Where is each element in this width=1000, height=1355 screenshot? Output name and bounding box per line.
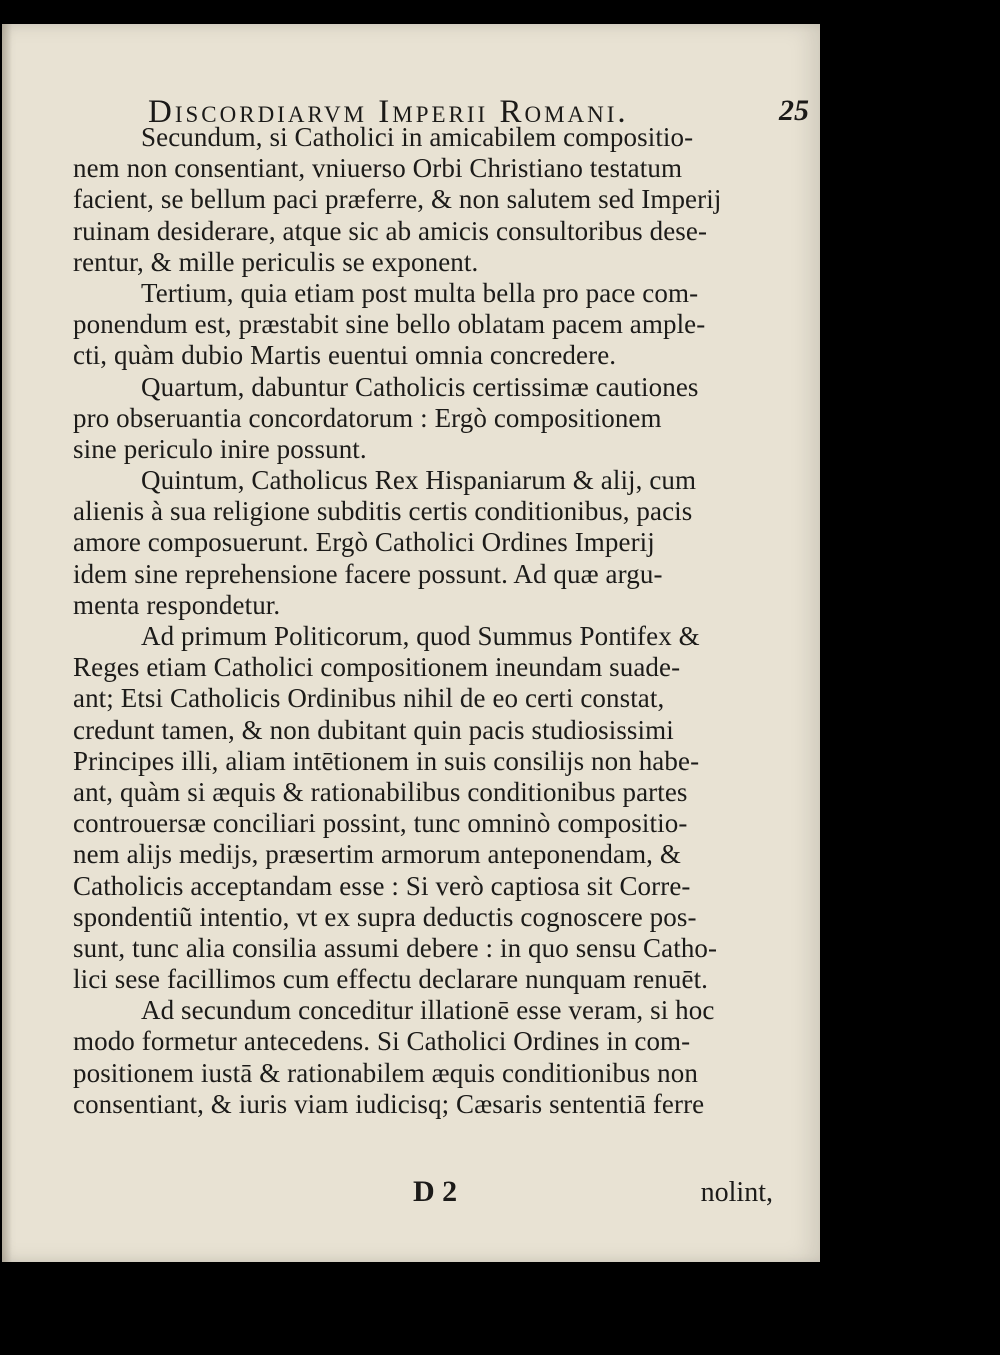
text-line: ant, quàm si æquis & rationabilibus conditionibus partes: [73, 776, 688, 807]
paragraph: [73, 995, 798, 1120]
text-line: credunt tamen, & non dubitant quin pacis studiosissimi: [73, 714, 674, 745]
paragraph: [73, 621, 798, 995]
text-line: spondentiũ intentio, vt ex supra deductis cognoscere pos-: [73, 901, 697, 932]
text-line: idem sine reprehensione facere possunt. Ad quæ argu-: [73, 558, 663, 589]
text-line: modo formetur antecedens. Si Catholici Ordines in com-: [73, 1026, 691, 1057]
text-line: pro obseruantia concordatorum : Ergò compositionem: [73, 402, 662, 433]
text-line: ruinam desiderare, atque sic ab amicis consultoribus dese-: [73, 215, 708, 246]
body-text: [73, 122, 798, 1120]
text-line: positionem iustā & rationabilem æquis conditionibus non: [73, 1057, 698, 1088]
text-line: controuersæ conciliari possint, tunc omninò compositio-: [73, 808, 688, 839]
text-line: Ad secundum conceditur illationē esse veram, si hoc: [141, 995, 715, 1026]
page-footer: [73, 1175, 798, 1215]
text-line: Secundum, si Catholici in amicabilem compositio-: [141, 122, 694, 152]
gutter-shadow: [2, 24, 12, 1262]
signature-mark: D 2: [413, 1175, 458, 1208]
catchword: nolint,: [700, 1177, 773, 1208]
text-line: Quintum, Catholicus Rex Hispaniarum & alij, cum: [141, 465, 697, 496]
text-line: Reges etiam Catholici compositionem ineundam suade-: [73, 652, 681, 683]
paragraph: [73, 372, 798, 466]
text-line: amore composuerunt. Ergò Catholici Ordines Imperij: [73, 527, 655, 558]
text-line: facient, se bellum paci præferre, & non salutem sed Imperij: [73, 184, 722, 215]
text-line: rentur, & mille periculis se exponent.: [73, 246, 479, 277]
text-line: Tertium, quia etiam post multa bella pro pace com-: [141, 277, 699, 308]
text-line: cti, quàm dubio Martis euentui omnia concredere.: [73, 340, 617, 371]
text-line: sine periculo inire possunt.: [73, 433, 367, 464]
text-line: sunt, tunc alia consilia assumi debere : in quo sensu Catho-: [73, 932, 718, 963]
text-line: ponendum est, præstabit sine bello oblatam pacem ample-: [73, 309, 706, 340]
page-number: 25: [779, 94, 809, 127]
text-line: ant; Etsi Catholicis Ordinibus nihil de eo certi constat,: [73, 683, 665, 714]
paragraph: [73, 465, 798, 621]
text-line: nem alijs medijs, præsertim armorum anteponendam, &: [73, 839, 681, 870]
text-line: Quartum, dabuntur Catholicis certissimæ cautiones: [141, 371, 699, 402]
text-line: lici sese facillimos cum effectu declarare nunquam renuēt.: [73, 964, 709, 995]
text-line: menta respondetur.: [73, 589, 281, 620]
text-line: Catholicis acceptandam esse : Si verò captiosa sit Corre-: [73, 870, 691, 901]
text-line: consentiant, & iuris viam iudicisq; Cæsaris sententiā ferre: [73, 1088, 705, 1119]
paragraph: [73, 278, 798, 372]
running-head-title: Discordiarvm Imperii Romani.: [148, 94, 629, 130]
paragraph: [73, 122, 798, 278]
text-line: Ad primum Politicorum, quod Summus Pontifex &: [141, 621, 700, 651]
text-line: nem non consentiant, vniuerso Orbi Christiano testatum: [73, 153, 683, 184]
text-line: alienis à sua religione subditis certis conditionibus, pacis: [73, 496, 693, 527]
text-line: Principes illi, aliam intētionem in suis consilijs non habe-: [73, 745, 700, 776]
